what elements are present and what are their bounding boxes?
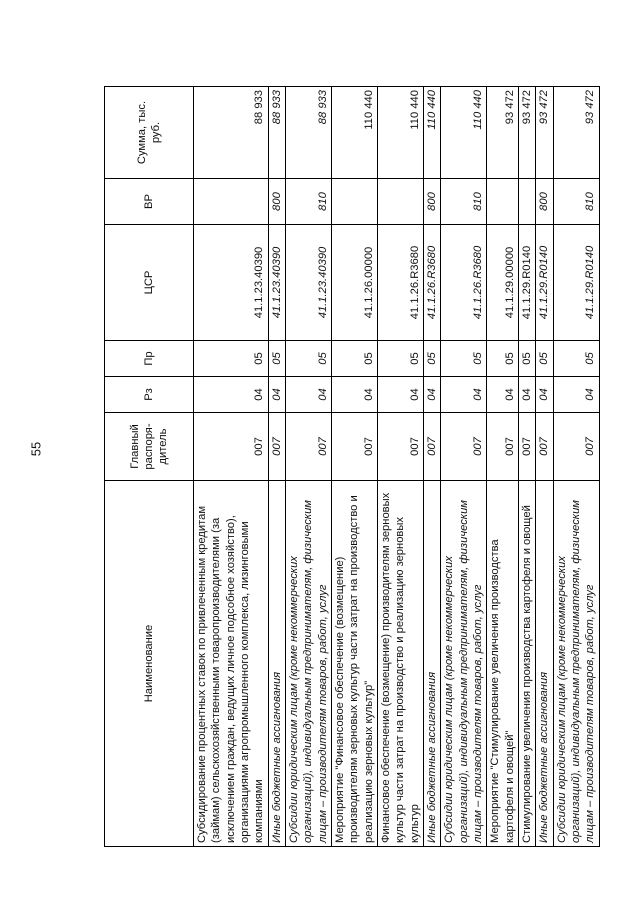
- cell-vr: [377, 179, 423, 225]
- cell-rz: 04: [536, 377, 553, 413]
- col-header-name: Наименование: [105, 481, 194, 847]
- cell-rz: 04: [194, 377, 269, 413]
- col-header-csr: ЦСР: [105, 225, 194, 341]
- cell-grbs: 007: [518, 413, 535, 481]
- cell-pr: 05: [268, 341, 285, 377]
- cell-pr: 05: [285, 341, 331, 377]
- cell-sum: 93 472: [518, 87, 535, 179]
- table-row: [285, 87, 331, 847]
- table-row: [487, 87, 519, 847]
- cell-grbs: 007: [423, 413, 440, 481]
- cell-grbs: 007: [194, 413, 269, 481]
- cell-name: Мероприятие "Стимулирование увеличения производства картофеля и овощей": [487, 481, 519, 847]
- cell-grbs: 007: [268, 413, 285, 481]
- cell-vr: [331, 179, 377, 225]
- cell-sum: 88 933: [194, 87, 269, 179]
- cell-name: Мероприятие "Финансовое обеспечение (возмещение) производителям зерновых культур части затрат на производство и реализацию зерновых культур": [331, 481, 377, 847]
- cell-name: Субсидирование процентных ставок по привлеченным кредитам (займам) сельскохозяйственными товаропроизводителями (за исключением граждан, ведущих личное подсобное хозяйство), организациями агропромышленного комплекса, лизинговыми компаниями: [194, 481, 269, 847]
- cell-name: Финансовое обеспечение (возмещение) производителям зерновых культур части затрат на производство и реализацию зерновых культур: [377, 481, 423, 847]
- cell-csr: 41.1.26.R3680: [377, 225, 423, 341]
- cell-name: Стимулирование увеличения производства картофеля и овощей: [518, 481, 535, 847]
- cell-vr: [194, 179, 269, 225]
- cell-name: Субсидии юридическим лицам (кроме некоммерческих организаций), индивидуальным предпринимателям, физическим лицам – производителям товаров, работ, услуг: [285, 481, 331, 847]
- col-header-rz: Рз: [105, 377, 194, 413]
- table-header: [105, 87, 194, 847]
- cell-csr: 41.1.23.40390: [285, 225, 331, 341]
- rotated-table-container: [104, 87, 597, 847]
- cell-vr: 800: [536, 179, 553, 225]
- cell-vr: 800: [268, 179, 285, 225]
- cell-grbs: 007: [377, 413, 423, 481]
- table-body: [194, 87, 600, 847]
- col-header-vr: ВР: [105, 179, 194, 225]
- cell-sum: 88 933: [285, 87, 331, 179]
- cell-grbs: 007: [331, 413, 377, 481]
- cell-grbs: 007: [487, 413, 519, 481]
- cell-sum: 110 440: [331, 87, 377, 179]
- cell-sum: 93 472: [553, 87, 599, 179]
- cell-pr: 05: [194, 341, 269, 377]
- cell-name: Субсидии юридическим лицам (кроме некоммерческих организаций), индивидуальным предпринимателям, физическим лицам – производителям товаров, работ, услуг: [553, 481, 599, 847]
- table-row: [441, 87, 487, 847]
- cell-pr: 05: [518, 341, 535, 377]
- table-row: [268, 87, 285, 847]
- cell-csr: 41.1.23.40390: [268, 225, 285, 341]
- cell-pr: 05: [377, 341, 423, 377]
- cell-grbs: 007: [285, 413, 331, 481]
- cell-rz: 04: [487, 377, 519, 413]
- col-header-pr: Пр: [105, 341, 194, 377]
- cell-name: Иные бюджетные ассигнования: [268, 481, 285, 847]
- cell-rz: 04: [377, 377, 423, 413]
- cell-sum: 88 933: [268, 87, 285, 179]
- col-header-sum: Сумма, тыс. руб.: [105, 87, 194, 179]
- col-header-grbs: Главный распоря-дитель: [105, 413, 194, 481]
- cell-pr: 05: [553, 341, 599, 377]
- cell-rz: 04: [331, 377, 377, 413]
- cell-rz: 04: [268, 377, 285, 413]
- cell-csr: 41.1.26.R3680: [441, 225, 487, 341]
- cell-grbs: 007: [536, 413, 553, 481]
- cell-pr: 05: [423, 341, 440, 377]
- cell-vr: 810: [553, 179, 599, 225]
- table-row: [331, 87, 377, 847]
- cell-pr: 05: [331, 341, 377, 377]
- cell-sum: 93 472: [487, 87, 519, 179]
- cell-vr: [487, 179, 519, 225]
- budget-table: [104, 86, 600, 847]
- cell-sum: 110 440: [423, 87, 440, 179]
- cell-rz: 04: [285, 377, 331, 413]
- table-row: [194, 87, 269, 847]
- cell-pr: 05: [536, 341, 553, 377]
- cell-name: Субсидии юридическим лицам (кроме некоммерческих организаций), индивидуальным предпринимателям, физическим лицам – производителям товаров, работ, услуг: [441, 481, 487, 847]
- cell-sum: 93 472: [536, 87, 553, 179]
- cell-csr: 41.1.29.R0140: [553, 225, 599, 341]
- cell-csr: 41.1.26.00000: [331, 225, 377, 341]
- table-row: [518, 87, 535, 847]
- table-row: [377, 87, 423, 847]
- cell-sum: 110 440: [377, 87, 423, 179]
- cell-vr: [518, 179, 535, 225]
- header-row: [105, 87, 194, 847]
- cell-rz: 04: [423, 377, 440, 413]
- cell-sum: 110 440: [441, 87, 487, 179]
- cell-rz: 04: [518, 377, 535, 413]
- cell-csr: 41.1.29.00000: [487, 225, 519, 341]
- cell-csr: 41.1.26.R3680: [423, 225, 440, 341]
- cell-pr: 05: [441, 341, 487, 377]
- cell-csr: 41.1.29.R0140: [518, 225, 535, 341]
- cell-grbs: 007: [441, 413, 487, 481]
- cell-rz: 04: [553, 377, 599, 413]
- cell-name: Иные бюджетные ассигнования: [423, 481, 440, 847]
- page-number: 55: [28, 441, 44, 457]
- table-row: [536, 87, 553, 847]
- cell-pr: 05: [487, 341, 519, 377]
- cell-csr: 41.1.23.40390: [194, 225, 269, 341]
- cell-csr: 41.1.29.R0140: [536, 225, 553, 341]
- table-row: [553, 87, 599, 847]
- cell-rz: 04: [441, 377, 487, 413]
- cell-name: Иные бюджетные ассигнования: [536, 481, 553, 847]
- cell-grbs: 007: [553, 413, 599, 481]
- cell-vr: 810: [285, 179, 331, 225]
- table-row: [423, 87, 440, 847]
- cell-vr: 800: [423, 179, 440, 225]
- cell-vr: 810: [441, 179, 487, 225]
